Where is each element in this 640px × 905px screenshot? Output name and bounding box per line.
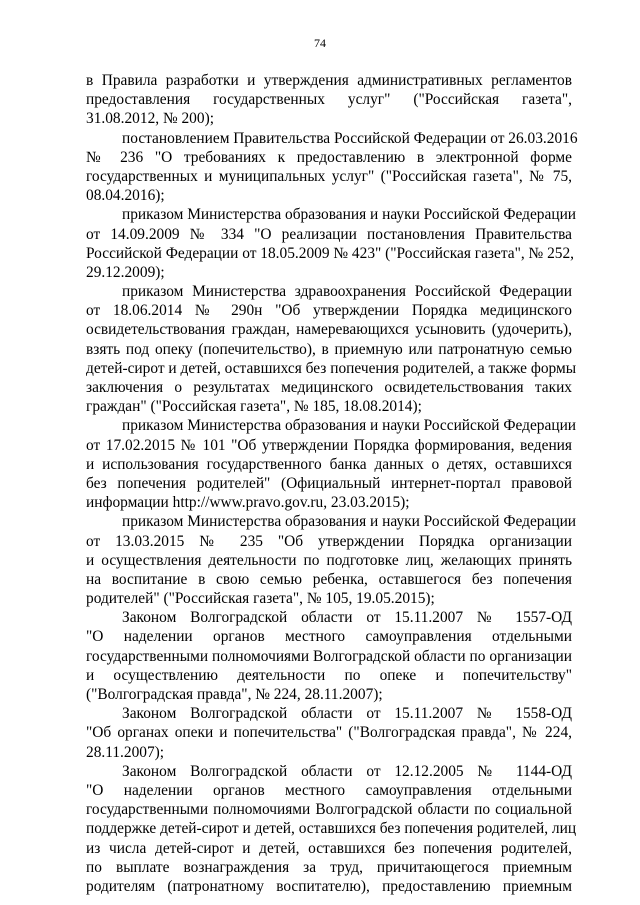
text-line: и осуществлению деятельности по опеке и попечительству"	[86, 666, 572, 684]
text-line: информации http://www.pravo.gov.ru, 23.03.2015);	[86, 494, 410, 512]
paragraph-rules-development	[86, 71, 572, 129]
text-line: 28.11.2007);	[86, 743, 165, 761]
text-line: приказом Министерства образования и науки Российской Федерации	[122, 513, 577, 531]
text-line: государственными полномочиями Волгоградской области по организации	[86, 647, 572, 665]
text-line: постановлением Правительства Российской Федерации от 26.03.2016	[122, 129, 578, 147]
paragraph-ministry-order-101	[86, 416, 577, 512]
text-line: родителей" ("Российская газета", № 105, 19.05.2015);	[86, 590, 435, 608]
paragraph-volgograd-law-1144	[86, 762, 577, 896]
text-line: Российской Федерации от 18.05.2009 № 423" ("Российская газета", № 252,	[86, 244, 575, 262]
paragraph-ministry-order-235	[86, 512, 577, 608]
text-line: граждан" ("Российская газета", № 185, 18.08.2014);	[86, 398, 422, 416]
text-line: 08.04.2016);	[86, 187, 165, 205]
text-line: "О наделении органов местного самоуправления отдельными	[86, 781, 572, 799]
text-line: в Правила разработки и утверждения административных регламентов	[86, 72, 572, 89]
text-line: "Об органах опеки и попечительства" ("Волгоградская правда", № 224,	[86, 724, 572, 742]
text-line: ("Волгоградская правда", № 224, 28.11.2007);	[86, 686, 383, 703]
text-line: родителям (патронатному воспитателю), предоставлению приемным	[86, 877, 572, 895]
text-line: из числа детей-сирот и детей, оставшихся без попечения родителей,	[86, 839, 572, 857]
text-line: взять под опеку (попечительство), в приемную или патронатную семью	[86, 340, 572, 358]
text-line: от 17.02.2015 № 101 "Об утверждении Порядка формирования, ведения	[86, 436, 572, 454]
text-line: от 14.09.2009 № 334 "О реализации постановления Правительства	[86, 225, 572, 243]
text-line: Законом Волгоградской области от 12.12.2005 № 1144-ОД	[122, 762, 572, 780]
text-line: государственными полномочиями Волгоградской области по социальной	[86, 801, 572, 819]
text-line: № 236 "О требованиях к предоставлению в электронной форме	[86, 148, 572, 166]
text-line: поддержке детей-сирот и детей, оставшихся без попечения родителей, лиц	[86, 820, 577, 838]
page-number: 74	[314, 36, 326, 50]
paragraph-health-ministry-order-290n	[86, 282, 577, 416]
text-line: предоставления государственных услуг" ("Российская газета",	[86, 91, 572, 109]
text-line: на воспитание в свою семью ребенка, оставшегося без попечения	[86, 570, 572, 588]
text-line: детей-сирот и детей, оставшихся без попечения родителей, а также формы	[86, 359, 577, 377]
text-line: от 18.06.2014 № 290н "Об утверждении Порядка медицинского	[86, 302, 572, 320]
text-line: приказом Министерства образования и науки Российской Федерации	[122, 417, 577, 435]
paragraph-volgograd-law-1558	[86, 704, 572, 762]
text-line: и использования государственного банка данных о детях, оставшихся	[86, 455, 572, 473]
text-line: 29.12.2009);	[86, 263, 165, 281]
text-line: Законом Волгоградской области от 15.11.2007 № 1557-ОД	[122, 609, 572, 627]
text-line: по выплате вознаграждения за труд, причитающегося приемным	[86, 858, 572, 876]
text-line: 31.08.2012, № 200);	[86, 110, 214, 128]
text-line: освидетельствования граждан, намеревающихся усыновить (удочерить),	[86, 321, 572, 339]
text-line: Законом Волгоградской области от 15.11.2007 № 1558-ОД	[122, 705, 572, 723]
text-line: без попечения родителей" (Официальный интернет-портал правовой	[86, 474, 572, 492]
text-line: от 13.03.2015 № 235 "Об утверждении Порядка организации	[86, 532, 572, 550]
text-line: и осуществления деятельности по подготовке лиц, желающих принять	[86, 551, 572, 569]
text-line: приказом Министерства образования и науки Российской Федерации	[122, 206, 577, 224]
paragraph-government-resolution-236	[86, 129, 578, 206]
text-line: "О наделении органов местного самоуправления отдельными	[86, 628, 572, 646]
paragraph-ministry-order-334	[86, 205, 577, 282]
text-line: заключения о результатах медицинского освидетельствования таких	[86, 379, 572, 396]
text-line: государственных и муниципальных услуг" ("Российская газета", № 75,	[86, 167, 572, 185]
text-line: приказом Министерства здравоохранения Российской Федерации	[122, 283, 572, 301]
paragraph-volgograd-law-1557	[86, 608, 572, 704]
document-body	[86, 71, 578, 896]
